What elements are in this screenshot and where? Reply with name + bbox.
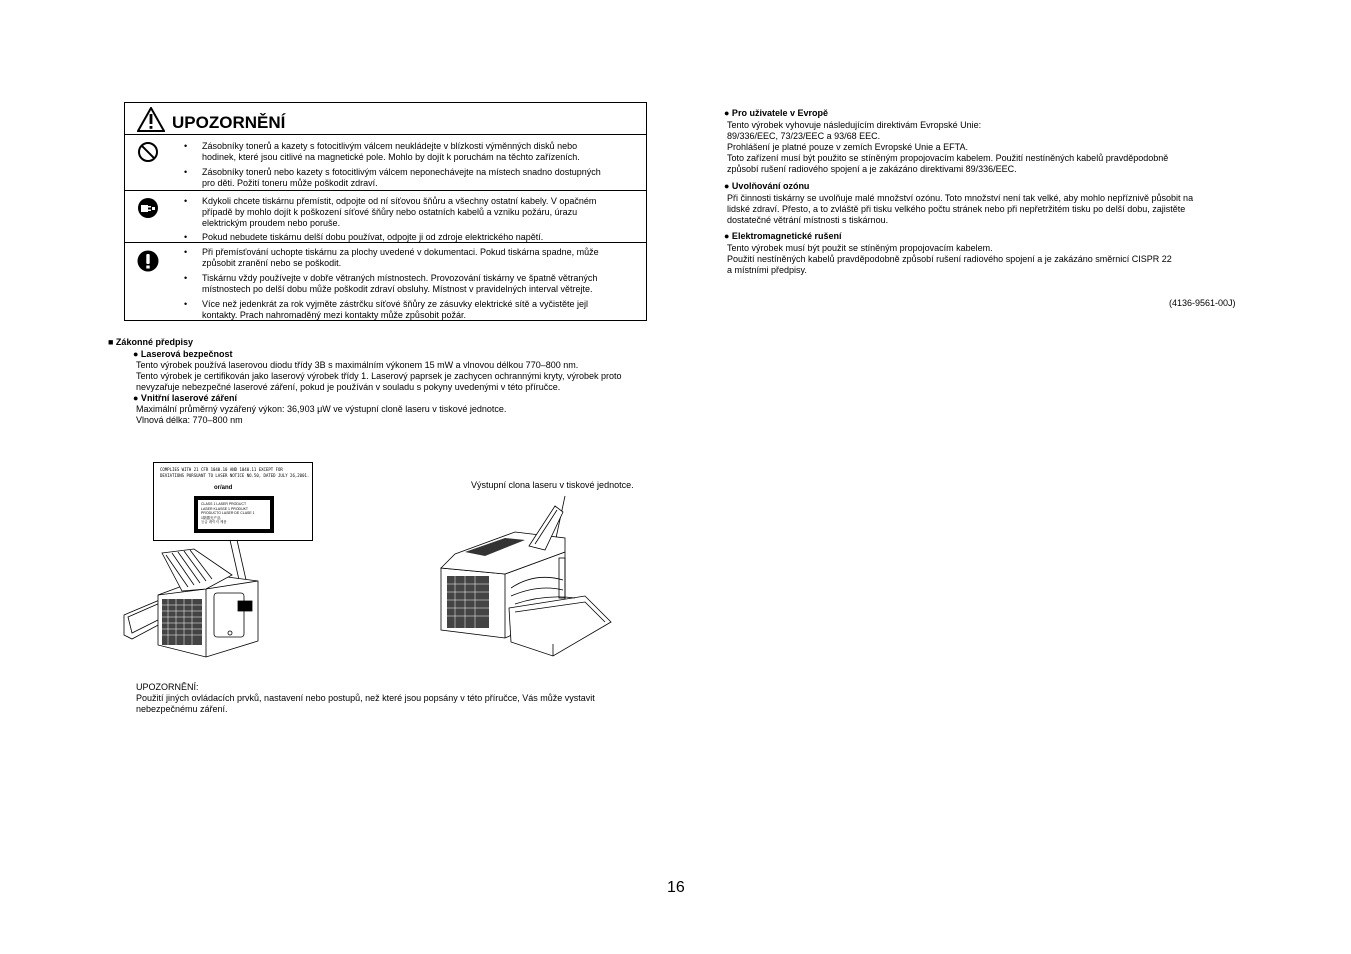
caution-text: Tiskárnu vždy používejte v dobře větraných místnostech. Provozování tiskárny ve špatně větraných bbox=[202, 273, 598, 283]
caution-text: Při přemísťování uchopte tiskárnu za plochy uvedené v dokumentaci. Pokud tiskárna spadne, může bbox=[202, 247, 599, 257]
ozone-text-line: dostatečné větrání místnosti s tiskárnou. bbox=[727, 215, 889, 225]
emc-text-line: Použití nestíněných kabelů pravděpodobně způsobí rušení radiového spojení a je zakázáno směrnicí CISPR 22 bbox=[727, 254, 1172, 264]
europe-text-line: způsobí rušení radiového spojení a je zakázáno direktivami 89/336/EEC. bbox=[727, 164, 1017, 174]
label-line: COMPLIES WITH 21 CFR 1040.10 AND 1040.11 EXCEPT FOR bbox=[160, 467, 283, 472]
caution-item: • Více než jedenkrát za rok vyjměte zástrčku síťové šňůry ze zásuvky elektrické sítě a vyčistěte jejl kontakty. Prach nahromaděný mezi kontakty může způsobit požár. bbox=[202, 299, 632, 321]
caution-text: Zásobníky tonerů nebo kazety s fotocitlivým válcem neponechávejte na místech snadno dostupných bbox=[202, 167, 601, 177]
class1-label bbox=[194, 496, 274, 533]
europe-text-line: Tento výrobek vyhovuje následujícím direktivám Evropské Unie: bbox=[727, 120, 982, 130]
laser-safety-heading: ● Laserová bezpečnost bbox=[133, 349, 233, 359]
ozone-text-line: lidské zdraví. Přesto, a to zvláště při tisku velkého počtu stránek nebo při nepřetržitém tisku po delší dobu, zajistěte bbox=[727, 204, 1186, 214]
aperture-caption: Výstupní clona laseru v tiskové jednotce. bbox=[471, 480, 634, 490]
caution-text: místnostech po delší dobu může poškodit zdraví obsluhy. Místnost v pravidelných interval větrejte. bbox=[202, 284, 593, 294]
caution-text: Zásobníky tonerů a kazety s fotocitlivým válcem neukládejte v blízkosti výměnných disků nebo bbox=[202, 141, 578, 151]
caution-text: pro děti. Požití toneru může poškodit zdraví. bbox=[202, 178, 378, 188]
caution-text: kontakty. Prach nahromaděný mezi kontakty může způsobit požár. bbox=[202, 310, 466, 320]
class1-line: PRODUCTO LASER DE CLASE 1 bbox=[201, 511, 255, 515]
unplug-icon bbox=[137, 197, 159, 219]
laser-text-line: Tento výrobek je certifikován jako laserový výrobek třídy 1. Laserový paprsek je zachycen ochrannými kryty, výrobek proto bbox=[136, 371, 622, 381]
caution-row-mandatory bbox=[125, 243, 646, 322]
document-code: (4136-9561-00J) bbox=[1169, 298, 1236, 308]
caution-text: způsobit zranění nebo se poškodit. bbox=[202, 258, 342, 268]
europe-heading: ● Pro uživatele v Evropě bbox=[724, 108, 828, 118]
caution-item: • Při přemísťování uchopte tiskárnu za plochy uvedené v dokumentaci. Pokud tiskárna spadne, může způsobit zranění nebo se poškodit. bbox=[202, 247, 632, 269]
europe-text-line: 89/336/EEC, 73/23/EEC a 93/68 EEC. bbox=[727, 131, 881, 141]
ozone-text-line: Při činnosti tiskárny se uvolňuje malé množství ozónu. Toto množství není tak velké, aby mohlo nepříznivě působit na bbox=[727, 193, 1194, 203]
caution-text: Kdykoli chcete tiskárnu přemístit, odpojte od ní síťovou šňůru a všechny ostatní kabely. V opačném bbox=[202, 196, 597, 206]
caution-header bbox=[125, 103, 646, 135]
class1-line: LASER KLASSE 1 PRODUKT bbox=[201, 506, 249, 511]
internal-text-line: Maximální průměrný vyzářený výkon: 36,903 μW ve výstupní cloně laseru v tiskové jednotce. bbox=[136, 404, 507, 414]
caution-text: případě by mohlo dojít k poškození síťové šňůry nebo ostatních kabelů a vzniku požáru, úrazu bbox=[202, 207, 578, 217]
caution-text: elektrickým proudem nebo poruše. bbox=[202, 218, 341, 228]
printer-rear-illustration bbox=[122, 545, 267, 663]
caution-item: • Zásobníky tonerů a kazety s fotocitlivým válcem neukládejte v blízkosti výměnných disků nebo hodinek, které jsou citlivé na magnetické pole. Mohlo by dojít k poruchám na těchto zařízeních. bbox=[202, 141, 632, 163]
emc-text-line: Tento výrobek musí být použit se stíněným propojovacím kabelem. bbox=[727, 243, 993, 253]
legal-heading: ■ Zákonné předpisy bbox=[108, 337, 193, 347]
bottom-caution-line: nebezpečnému záření. bbox=[136, 704, 228, 714]
warning-triangle-icon bbox=[137, 107, 165, 132]
label-text bbox=[160, 467, 309, 479]
caution-text: hodinek, které jsou citlivé na magnetické pole. Mohlo by dojít k poruchám na těchto zařízeních. bbox=[202, 152, 580, 162]
caution-item: • Zásobníky tonerů nebo kazety s fotocitlivým válcem neponechávejte na místech snadno dostupných pro děti. Požití toneru může poškodit zdraví. bbox=[202, 167, 632, 189]
ozone-heading: ● Uvolňování ozónu bbox=[724, 181, 810, 191]
internal-text-line: Vlnová délka: 770–800 nm bbox=[136, 415, 243, 425]
caution-text: Pokud nebudete tiskárnu delší dobu používat, odpojte ji od zdroje elektrického napětí. bbox=[202, 232, 544, 242]
label-line: DEVIATIONS PURSUANT TO LASER NOTICE NO.50, DATED JULY 26,2001. bbox=[160, 473, 310, 478]
label-or: or/and bbox=[214, 485, 233, 491]
class1-line: 1類激光产品 bbox=[201, 515, 221, 520]
internal-laser-heading: ● Vnitřní laserové záření bbox=[133, 393, 237, 403]
emc-heading: ● Elektromagnetické rušení bbox=[724, 231, 842, 241]
caution-row-prohibition bbox=[125, 135, 646, 191]
emc-text-line: a místními předpisy. bbox=[727, 265, 807, 275]
class1-line: CLASS 1 LASER PRODUCT bbox=[201, 502, 247, 506]
caution-item: • Pokud nebudete tiskárnu delší dobu používat, odpojte ji od zdroje elektrického napětí. bbox=[202, 232, 632, 243]
printer-open-illustration bbox=[435, 492, 615, 662]
europe-text-line: Prohlášení je platné pouze v zemích Evropské Unie a EFTA. bbox=[727, 142, 968, 152]
caution-text: Více než jedenkrát za rok vyjměte zástrčku síťové šňůry ze zásuvky elektrické sítě a vyčistěte jejl bbox=[202, 299, 589, 309]
class1-line: 등급 레이저 제품 bbox=[201, 520, 227, 524]
caution-item: • Tiskárnu vždy používejte v dobře větraných místnostech. Provozování tiskárny ve špatně větraných místnostech po delší dobu může poškodit zdraví obsluhy. Místnost v pravidelných interval větrejte. bbox=[202, 273, 632, 295]
bottom-caution-line: Použití jiných ovládacích prvků, nastavení nebo postupů, než které jsou popsány v této příručce, Vás může vystavit bbox=[136, 693, 595, 703]
caution-title: UPOZORNĚNÍ bbox=[172, 113, 286, 132]
prohibition-icon bbox=[137, 141, 159, 163]
page-number: 16 bbox=[667, 879, 685, 896]
class1-label-inner bbox=[198, 500, 270, 529]
caution-item: • Kdykoli chcete tiskárnu přemístit, odpojte od ní síťovou šňůru a všechny ostatní kabely. V opačném případě by mohlo dojít k poškození síťové šňůry nebo ostatních kabelů a vzniku požáru, úrazu elektrickým proudem nebo poruše. bbox=[202, 196, 632, 229]
laser-text-line: nevyzařuje nebezpečné laserové záření, pokud je používán v souladu s pokyny uvedenými v této příručce. bbox=[136, 382, 561, 392]
caution-box bbox=[124, 102, 647, 321]
bottom-caution-title: UPOZORNĚNÍ: bbox=[136, 682, 199, 692]
mandatory-icon bbox=[137, 250, 159, 272]
europe-text-line: Toto zařízení musí být použito se stíněným propojovacím kabelem. Použití nestíněných kabelů pravděpodobně bbox=[727, 153, 1169, 163]
caution-row-unplug bbox=[125, 191, 646, 243]
laser-text-line: Tento výrobek používá laserovou diodu třídy 3B s maximálním výkonem 15 mW a vlnovou délkou 770–800 nm. bbox=[136, 360, 579, 370]
